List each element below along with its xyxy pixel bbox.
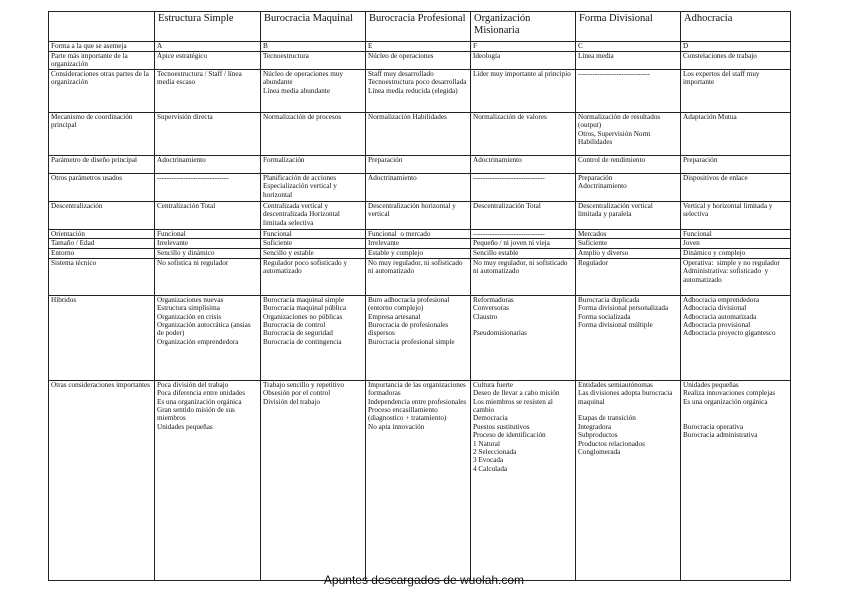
cell-text: Irrelevante	[368, 239, 400, 248]
cell-text: Poca división del trabajo Poca diferencia entre unidades Es una organización orgánica Gran sentido misión de sus miembros Unidades pequeñas	[157, 380, 246, 431]
table-cell	[155, 230, 261, 239]
cell-text: Centralizada vertical y descentralizada Horizontal limitada selectiva	[263, 202, 342, 227]
cell-text: E	[368, 42, 373, 50]
cell-text: ------------------------------	[473, 174, 545, 182]
table-cell	[576, 70, 681, 113]
cell-text: Funcional	[683, 230, 712, 238]
table-cell	[576, 156, 681, 174]
cell-text: Sencillo y dinámico	[157, 248, 215, 257]
table-cell	[261, 113, 366, 156]
table-cell	[155, 42, 261, 52]
cell-text: F	[473, 42, 477, 50]
cell-text: Suficiente	[578, 239, 608, 248]
cell-text: Descentralización horizontal y vertical	[368, 202, 458, 219]
cell-text: Sencillo y estable	[263, 248, 314, 257]
table-row	[49, 156, 791, 174]
cell-text: Importancia de las organizaciones formadoras Independencia entre profesionales Proceso encasillamiento (diagnostico + tratamiento) No apta innovación	[368, 380, 467, 431]
table-cell	[576, 230, 681, 239]
table-cell	[576, 174, 681, 202]
cell-text: No muy regulador, ni sofisticado ni automatizado	[368, 258, 465, 276]
table-cell	[155, 156, 261, 174]
cell-text: Amplio y diverso	[578, 248, 629, 257]
cell-text: Ápice estratégico	[157, 52, 208, 60]
cell-text: ------------------------------	[157, 174, 229, 182]
cell-text: Los expertos del staff muy importante	[683, 70, 762, 87]
footer-text: Apuntes descargados de wuolah.com	[323, 573, 525, 587]
cell-text: Suficiente	[263, 239, 293, 248]
table-cell	[155, 202, 261, 230]
table-cell	[471, 295, 576, 380]
cell-text: Descentralización vertical limitada y paralela	[578, 202, 655, 219]
table-cell	[576, 248, 681, 258]
table-cell	[366, 156, 471, 174]
cell-text: Funcional	[263, 230, 292, 238]
table-cell	[681, 156, 791, 174]
cell-text: Preparación	[683, 156, 718, 164]
cell-text: Pequeño / ni joven ni vieja	[473, 239, 550, 248]
table-cell	[471, 70, 576, 113]
cell-text: Tecnoestructura	[263, 52, 309, 60]
table-cell	[155, 70, 261, 113]
table-row	[49, 258, 791, 295]
cell-text: ------------------------------	[578, 70, 650, 78]
table-row	[49, 202, 791, 230]
cell-text: Normalización Habilidades	[368, 113, 447, 121]
table-cell	[681, 202, 791, 230]
cell-text: Descentralización Total	[473, 202, 541, 210]
cell-text: Normalización de resultados (output) Otros, Supervisión Norm Habilidades	[578, 113, 661, 147]
table-cell	[261, 380, 366, 580]
header-corner	[49, 12, 155, 42]
table-cell	[261, 230, 366, 239]
cell-text: Burocracia maquinal simple Burocracia maquinal pública Organizaciones no públicas Burocracia de control Burocracia de seguridad Burocracia de contingencia	[263, 295, 347, 346]
table-cell	[155, 52, 261, 70]
table-cell	[366, 70, 471, 113]
cell-text: Planificación de acciones Especialización vertical y horizontal	[263, 174, 337, 199]
cell-text: Reformadoras Conversoras Claustro Pseudomisionarias	[473, 295, 527, 338]
row-label: Parámetro de diseño principal	[49, 156, 155, 174]
cell-text: Adoctrinamiento	[368, 174, 417, 182]
row-label: Parte más importante de la organización	[49, 52, 155, 70]
cell-text: Staff muy desarrollado Tecnoestructura poco desarrollada Línea media reducida (elegida)	[368, 70, 467, 95]
row-label: Orientación	[49, 230, 155, 239]
cell-text: Normalización de procesos	[263, 113, 342, 121]
table-cell	[576, 258, 681, 295]
table-cell	[366, 295, 471, 380]
cell-text: Núcleo de operaciones muy abundante Línea media abundante	[263, 70, 344, 95]
table-cell	[471, 113, 576, 156]
table-cell	[155, 295, 261, 380]
cell-text: Supervisión directa	[157, 113, 213, 121]
column-header: Estructura Simple	[155, 12, 261, 42]
table-cell	[576, 113, 681, 156]
table-cell	[261, 52, 366, 70]
row-label: Consideraciones otras partes de la organización	[49, 70, 155, 113]
cell-text: Funcional o mercado	[368, 230, 431, 238]
table-cell	[261, 70, 366, 113]
cell-text: Núcleo de operaciones	[368, 52, 434, 60]
cell-text: Joven	[683, 239, 700, 248]
table-cell	[681, 113, 791, 156]
header-row	[49, 12, 791, 42]
table-cell	[261, 295, 366, 380]
row-label: Tamaño / Edad	[49, 239, 155, 248]
column-header: Burocracia Maquinal	[261, 12, 366, 42]
cell-text: Estable y complejo	[368, 248, 424, 257]
table-cell	[155, 380, 261, 580]
table-row	[49, 70, 791, 113]
table-cell	[576, 202, 681, 230]
table-cell	[576, 295, 681, 380]
table-cell	[366, 42, 471, 52]
cell-text: C	[578, 42, 583, 50]
table-cell	[681, 42, 791, 52]
table-row	[49, 380, 791, 580]
cell-text: No muy regulador, ni sofisticado ni automatizado	[473, 258, 570, 276]
table-cell	[366, 230, 471, 239]
cell-text: Normalización de valores	[473, 113, 547, 121]
cell-text: Formalización	[263, 156, 305, 164]
cell-text: No sofistica ni regulador	[157, 258, 229, 267]
cell-text: Preparación Adoctrinamiento	[578, 174, 627, 191]
row-label: Sistema técnico	[49, 258, 155, 295]
cell-text: Centralización Total	[157, 202, 216, 210]
table-cell	[471, 202, 576, 230]
table-row	[49, 230, 791, 239]
table-cell	[471, 248, 576, 258]
table-cell	[576, 52, 681, 70]
row-label: Híbridos	[49, 295, 155, 380]
table-cell	[366, 202, 471, 230]
table-row	[49, 174, 791, 202]
cell-text: Dispositivos de enlace	[683, 174, 748, 182]
comparison-table	[48, 11, 791, 581]
table-row	[49, 239, 791, 248]
cell-text: Línea media	[578, 52, 614, 60]
cell-text: Constelaciones de trabajo	[683, 52, 757, 60]
table-cell	[366, 52, 471, 70]
cell-text: Funcional	[157, 230, 186, 238]
table-cell	[681, 248, 791, 258]
table-cell	[261, 248, 366, 258]
table-cell	[471, 239, 576, 248]
table-cell	[261, 156, 366, 174]
row-label: Forma a la que se asemeja	[49, 42, 155, 52]
table-cell	[261, 174, 366, 202]
table-cell	[681, 295, 791, 380]
column-header: Organización Misionaria	[471, 12, 576, 42]
cell-text: Adoctrinamiento	[473, 156, 522, 164]
cell-text: Unidades pequeñas Realiza innovaciones complejas Es una organización orgánica Burocracia operativa Burocracia administrativa	[683, 380, 776, 440]
cell-text: B	[263, 42, 268, 50]
table-cell	[681, 239, 791, 248]
row-label: Otras consideraciones importantes	[49, 380, 155, 580]
table-cell	[471, 42, 576, 52]
table-cell	[155, 239, 261, 248]
column-header: Adhocracia	[681, 12, 791, 42]
table-cell	[576, 380, 681, 580]
cell-text: Vertical y horizontal limitada y selectiva	[683, 202, 775, 219]
table-cell	[155, 113, 261, 156]
cell-text: Regulador	[578, 258, 608, 267]
cell-text: Organizaciones nuevas Estructura simplísima Organización en crisis Organización autocrática (ansias de poder) Organización emprendedora	[157, 295, 251, 346]
row-label: Mecanismo de coordinación principal	[49, 113, 155, 156]
cell-text: D	[683, 42, 689, 50]
table-cell	[366, 113, 471, 156]
cell-text: Buro adhocracia profesional (entorno complejo) Empresa artesanal Burocracia de profesionales dispersos Burocracia profesional simple	[368, 295, 455, 346]
table-cell	[576, 239, 681, 248]
table-cell	[155, 258, 261, 295]
column-header: Forma Divisional	[576, 12, 681, 42]
row-label: Descentralización	[49, 202, 155, 230]
table-cell	[366, 239, 471, 248]
cell-text: Preparación	[368, 156, 403, 164]
cell-text: Adoctrinamiento	[157, 156, 206, 164]
cell-text: Adaptación Mutua	[683, 113, 737, 121]
cell-text: Operativa: simple y no regulador Administrativa: sofisticado y automatizado	[683, 258, 780, 284]
table-row	[49, 42, 791, 52]
table-cell	[471, 258, 576, 295]
table-row	[49, 113, 791, 156]
table-cell	[576, 42, 681, 52]
cell-text: Adhocracia emprendedora Adhocracia divisional Adhocracia automatizada Adhocracia provisional Adhocracia proyecto gigantesco	[683, 295, 776, 338]
table-cell	[155, 174, 261, 202]
cell-text: Líder muy importante al principio	[473, 70, 571, 78]
table-cell	[366, 258, 471, 295]
table-cell	[261, 42, 366, 52]
cell-text: Regulador poco sofisticado y automatizado	[263, 258, 349, 276]
table-cell	[261, 258, 366, 295]
table-row	[49, 52, 791, 70]
table-cell	[681, 380, 791, 580]
table-cell	[471, 380, 576, 580]
table-cell	[681, 230, 791, 239]
table-cell	[681, 258, 791, 295]
table-cell	[471, 52, 576, 70]
cell-text: Irrelevante	[157, 239, 189, 248]
table-cell	[471, 174, 576, 202]
table-cell	[681, 52, 791, 70]
cell-text: Ideología	[473, 52, 501, 60]
table-row	[49, 295, 791, 380]
table-cell	[155, 248, 261, 258]
cell-text: Cultura fuerte Deseo de llevar a cabo misión Los miembros se resisten al cambio Democracia Puestos sustitutivos Proceso de identificación 1 Natural 2 Seleccionada 3 Evocada 4 Calculada	[473, 380, 560, 473]
cell-text: Burocracia duplicada Forma divisional personalizada Forma socializada Forma divisional múltiple	[578, 295, 669, 330]
cell-text: Trabajo sencillo y repetitivo Obsesión por el control División del trabajo	[263, 380, 344, 406]
cell-text: Dinámico y complejo	[683, 248, 746, 257]
table-cell	[366, 174, 471, 202]
table-cell	[681, 174, 791, 202]
table-cell	[366, 380, 471, 580]
row-label: Entorno	[49, 248, 155, 258]
table-cell	[261, 239, 366, 248]
cell-text: Control de rendimiento	[578, 156, 646, 164]
table-cell	[471, 230, 576, 239]
table-cell	[471, 156, 576, 174]
row-label: Otros parámetros usados	[49, 174, 155, 202]
cell-text: Tecnoestructura / Staff / línea media escaso	[157, 70, 244, 87]
table-cell	[366, 248, 471, 258]
cell-text: Entidades semiautónomas Las divisiones adopta burocracia maquinal Etapas de transición Integradora Subproductos Productos relacionados Conglomerada	[578, 380, 673, 457]
table-row	[49, 248, 791, 258]
table-cell	[261, 202, 366, 230]
table-cell	[681, 70, 791, 113]
column-header: Burocracia Profesional	[366, 12, 471, 42]
cell-text: ------------------------------	[473, 230, 545, 238]
cell-text: Mercados	[578, 230, 607, 238]
cell-text: Sencillo estable	[473, 248, 519, 257]
cell-text: A	[157, 42, 163, 50]
